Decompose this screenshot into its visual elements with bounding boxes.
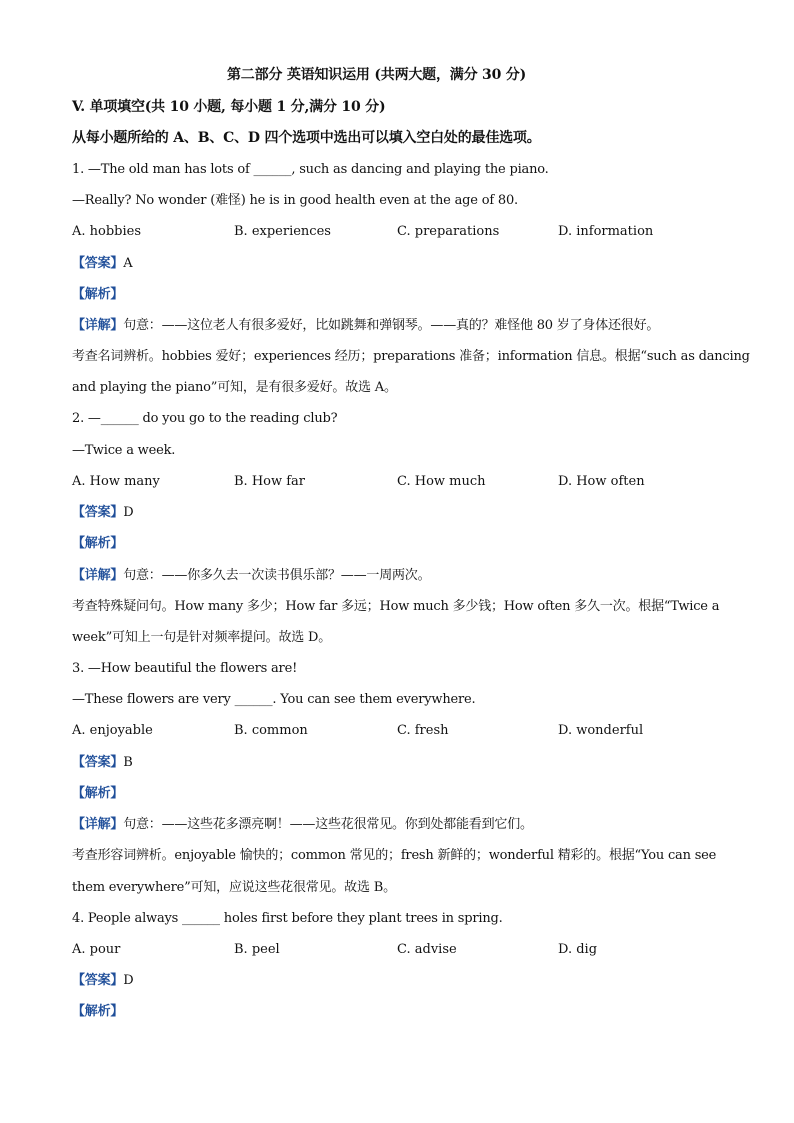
q3-stem-line2: —These flowers are very ______. You can see them everywhere. (72, 692, 476, 707)
q1-option-a: A. hobbies (72, 224, 142, 239)
q3-detail-line3: them everywhere”可知，应说这些花很常见。故选 B。 (72, 880, 396, 895)
q4-answer (72, 972, 133, 990)
q1-option-c: C. preparations (397, 224, 500, 239)
q2-detail-line1 (72, 567, 430, 585)
answer-label: 【答案】 (72, 973, 124, 988)
q3-option-d: D. wonderful (558, 723, 644, 738)
q2-analysis (72, 535, 123, 553)
q4-stem-line1: 4. People always ______ holes first before they plant trees in spring. (72, 911, 503, 926)
q4-option-c: C. advise (397, 942, 457, 957)
detail-label: 【详解】 (72, 568, 124, 583)
q4-option-b: B. peel (234, 942, 280, 957)
answer-value: A (123, 256, 133, 271)
answer-label: 【答案】 (72, 755, 124, 770)
q2-option-c: C. How much (397, 474, 486, 489)
q1-analysis (72, 286, 123, 304)
analysis-label: 【解析】 (72, 287, 124, 302)
part-title: 第二部分 英语知识运用 (共两大题，满分 30 分) (227, 67, 527, 83)
answer-value: D (123, 505, 134, 520)
q2-answer (72, 504, 133, 522)
q3-answer (72, 754, 133, 772)
q3-stem-line1: 3. —How beautiful the flowers are! (72, 661, 298, 676)
q1-detail-line3: and playing the piano”可知，是有很多爱好。故选 A。 (72, 380, 397, 395)
section-title: V. 单项填空(共 10 小题, 每小题 1 分,满分 10 分) (72, 99, 386, 115)
q1-option-d: D. information (558, 224, 654, 239)
q2-detail-line2: 考查特殊疑问句。How many 多少；How far 多远；How much 多少钱；How often 多久一次。根据“Twice a (72, 599, 720, 614)
q1-answer (72, 255, 132, 273)
q3-detail-line1 (72, 816, 533, 834)
q2-option-b: B. How far (234, 474, 306, 489)
q4-option-a: A. pour (72, 942, 121, 957)
q4-option-d: D. dig (558, 942, 598, 957)
answer-value: B (123, 755, 133, 770)
q3-option-a: A. enjoyable (72, 723, 153, 738)
q2-option-a: A. How many (72, 474, 160, 489)
q2-stem-line2: —Twice a week. (72, 443, 176, 458)
answer-label: 【答案】 (72, 256, 124, 271)
q2-stem-line1: 2. —______ do you go to the reading club? (72, 411, 338, 426)
q1-stem-line2: —Really? No wonder (难怪) he is in good health even at the age of 80. (72, 193, 518, 208)
detail-label: 【详解】 (72, 817, 124, 832)
analysis-label: 【解析】 (72, 1004, 124, 1019)
detail-label: 【详解】 (72, 318, 124, 333)
detail-text: 句意：——这位老人有很多爱好，比如跳舞和弹钢琴。——真的？难怪他 80 岁了身体还很好。 (123, 318, 660, 333)
detail-text: 句意：——你多久去一次读书俱乐部？——一周两次。 (123, 568, 431, 583)
q3-option-c: C. fresh (397, 723, 449, 738)
q3-option-b: B. common (234, 723, 308, 738)
q1-stem-line1: 1. —The old man has lots of ______, such as dancing and playing the piano. (72, 162, 549, 177)
q3-analysis (72, 785, 123, 803)
instruction: 从每小题所给的 A、B、C、D 四个选项中选出可以填入空白处的最佳选项。 (72, 130, 541, 146)
answer-label: 【答案】 (72, 505, 124, 520)
q1-option-b: B. experiences (234, 224, 331, 239)
q3-detail-line2: 考查形容词辨析。enjoyable 愉快的；common 常见的；fresh 新鲜的；wonderful 精彩的。根据“You can see (72, 848, 717, 863)
q4-analysis (72, 1003, 123, 1021)
q2-option-d: D. How often (558, 474, 645, 489)
q2-detail-line3: week”可知上一句是针对频率提问。故选 D。 (72, 630, 331, 645)
q1-detail-line2: 考查名词辨析。hobbies 爱好；experiences 经历；preparations 准备；information 信息。根据“such as dancing (72, 349, 750, 364)
answer-value: D (123, 973, 134, 988)
q1-detail-line1 (72, 317, 659, 335)
detail-text: 句意：——这些花多漂亮啊！——这些花很常见。你到处都能看到它们。 (123, 817, 533, 832)
analysis-label: 【解析】 (72, 536, 124, 551)
analysis-label: 【解析】 (72, 786, 124, 801)
